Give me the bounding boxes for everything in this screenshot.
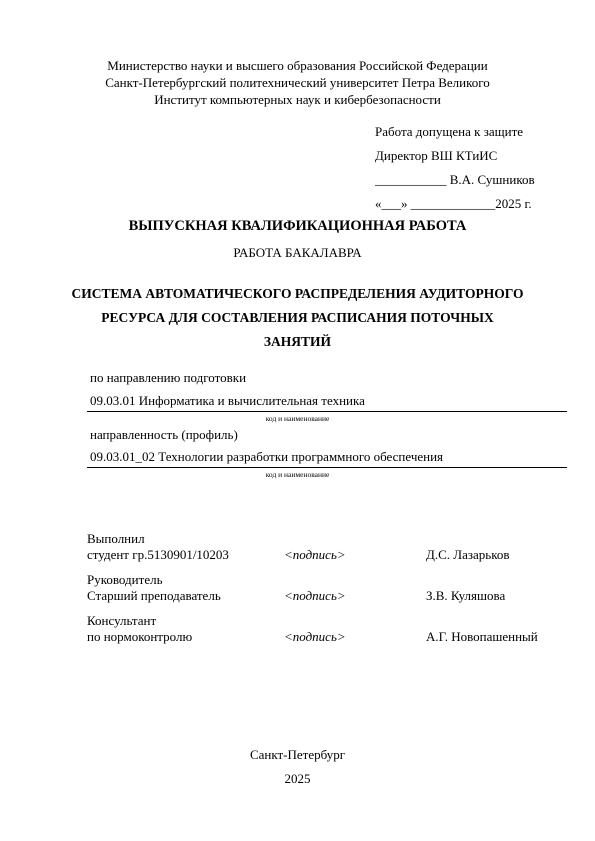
document-subtitle: РАБОТА БАКАЛАВРА — [233, 245, 362, 260]
institute-line: Институт компьютерных наук и кибербезопасности — [154, 92, 441, 107]
direction-label: по направлению подготовки — [90, 370, 247, 385]
date-quote-open: « — [375, 196, 382, 211]
signature-name-consultant: А.Г. Новопашенный — [426, 629, 538, 644]
approval-date — [375, 195, 532, 212]
date-month-blank: _____________ — [407, 196, 496, 211]
director-name: В.А. Сушников — [449, 172, 535, 187]
footer-city: Санкт-Петербург — [249, 747, 346, 762]
signature-placeholder-consultant: <подпись> — [284, 629, 346, 644]
signature-placeholder-supervisor: <подпись> — [284, 588, 346, 603]
direction-underline — [87, 411, 567, 412]
signature-role-supervisor: Руководитель — [87, 572, 163, 587]
footer-year: 2025 — [284, 771, 311, 786]
ministry-line: Министерство науки и высшего образования Российской Федерации — [107, 58, 488, 73]
profile-underline — [87, 467, 567, 468]
topic-line-2: РЕСУРСА ДЛЯ СОСТАВЛЕНИЯ РАСПИСАНИЯ ПОТОЧНЫХ — [101, 310, 494, 325]
director-title: Директор ВШ КТиИС — [375, 148, 498, 163]
profile-caption: код и наименование — [265, 470, 330, 479]
signature-name-supervisor: З.В. Куляшова — [426, 588, 506, 603]
date-year: 2025 г. — [495, 196, 532, 211]
direction-caption: код и наименование — [265, 414, 330, 423]
signature-position-consultant: по нормоконтролю — [87, 629, 193, 644]
profile-label: направленность (профиль) — [90, 427, 238, 442]
director-signature-line — [375, 171, 535, 188]
signature-placeholder-student: <подпись> — [284, 547, 346, 562]
direction-value: 09.03.01 Информатика и вычислительная техника — [90, 393, 365, 408]
signature-blank: ___________ — [375, 172, 447, 187]
profile-value: 09.03.01_02 Технологии разработки программного обеспечения — [90, 449, 444, 464]
topic-line-1: СИСТЕМА АВТОМАТИЧЕСКОГО РАСПРЕДЕЛЕНИЯ АУДИТОРНОГО — [71, 286, 524, 301]
university-line: Санкт-Петербургский политехнический университет Петра Великого — [105, 75, 490, 90]
date-quote-close: » — [401, 196, 408, 211]
topic-line-3: ЗАНЯТИЙ — [263, 334, 332, 349]
date-day-blank: ___ — [381, 196, 401, 211]
signature-name-student: Д.С. Лазарьков — [426, 547, 510, 562]
signature-position-supervisor: Старший преподаватель — [87, 588, 221, 603]
document-title: ВЫПУСКНАЯ КВАЛИФИКАЦИОННАЯ РАБОТА — [128, 218, 467, 234]
signature-role-consultant: Консультант — [87, 613, 157, 628]
admitted-text: Работа допущена к защите — [375, 124, 524, 139]
signature-role-student: Выполнил — [87, 531, 145, 546]
signature-position-student: студент гр.5130901/10203 — [87, 547, 229, 562]
